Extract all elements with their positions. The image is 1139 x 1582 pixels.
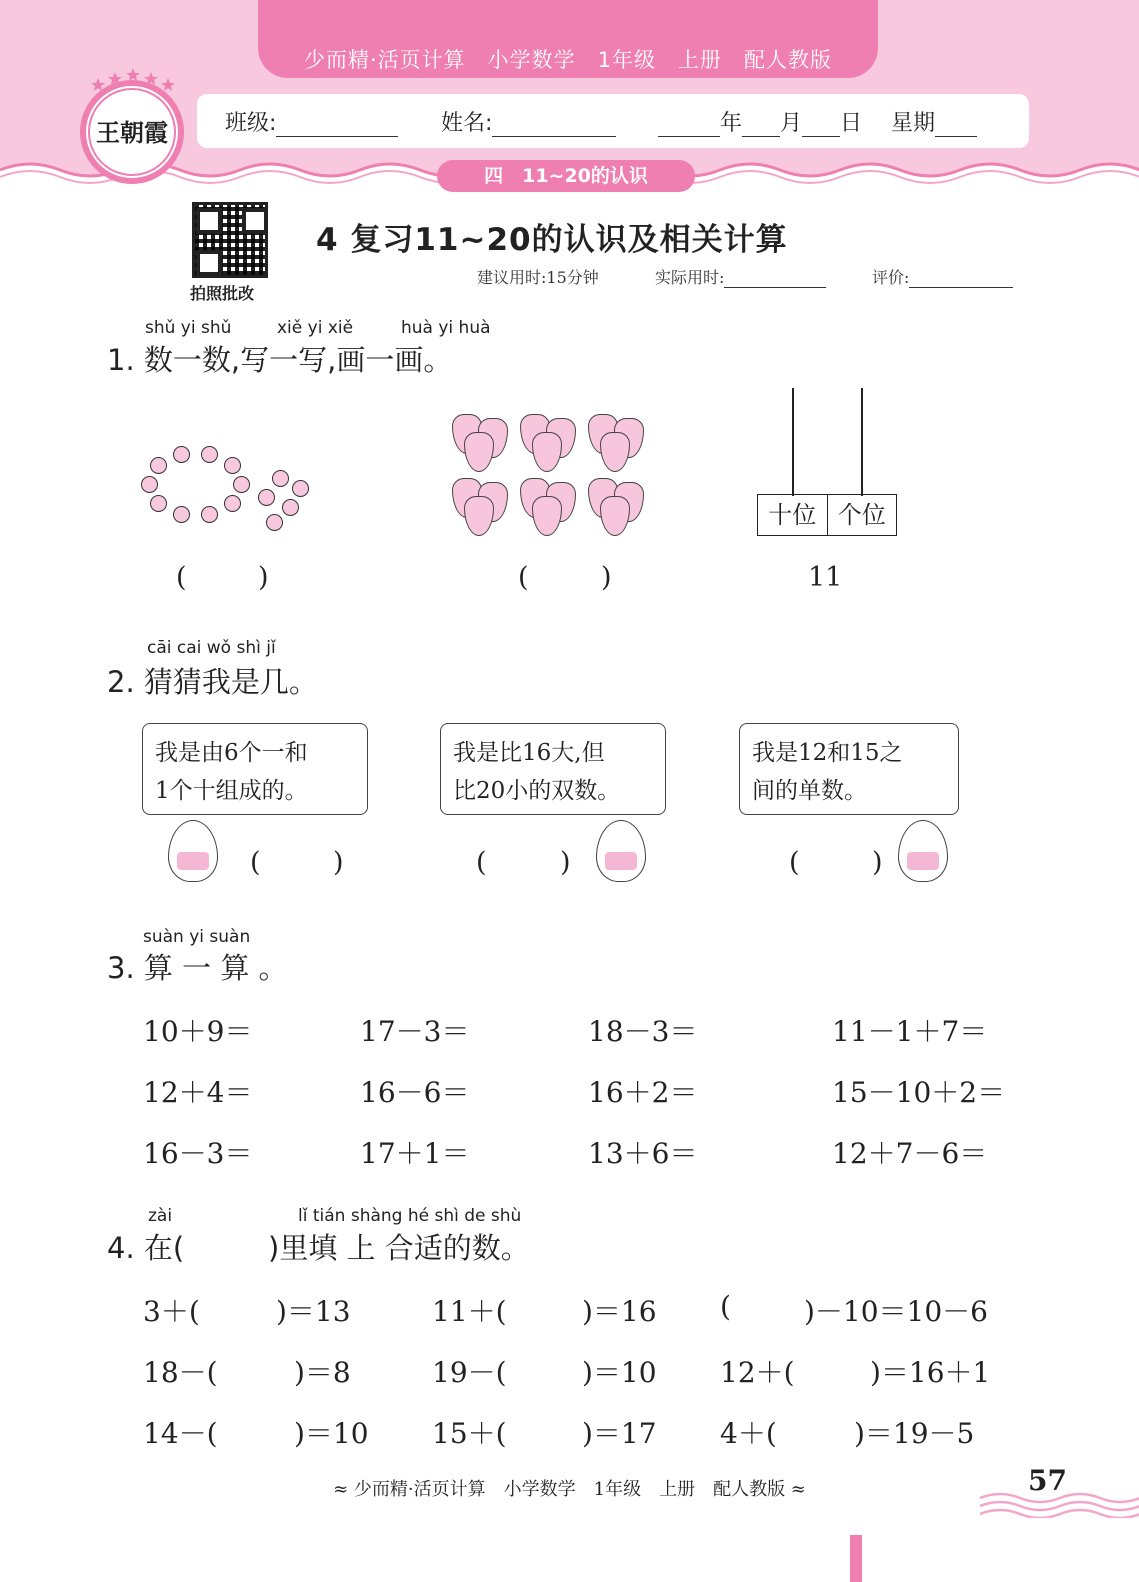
fill-item-left[interactable]: 11＋( (432, 1295, 507, 1328)
egg-character-3 (898, 820, 948, 882)
strawberry (532, 432, 562, 472)
q1-answer-1-open[interactable]: ( (176, 562, 187, 593)
ones-label: 个位 (837, 501, 886, 529)
qr-finder-3 (196, 250, 222, 276)
q4-title-b: )里填 上 合适的数。 (268, 1231, 530, 1265)
bead (258, 489, 275, 506)
bead (141, 476, 158, 493)
name-field[interactable]: 姓名: (441, 106, 616, 137)
footer-wave (980, 1488, 1139, 1518)
fill-item-right[interactable]: )－10＝10－6 (804, 1295, 988, 1328)
calc-item[interactable]: 12＋4＝ (143, 1076, 253, 1109)
fill-item-left[interactable]: 18－( (143, 1356, 218, 1389)
q2-answer-3-close[interactable]: ) (872, 847, 883, 878)
q1-pinyin-3: huà yi huà (401, 318, 491, 338)
abacus-rod-ones[interactable] (861, 388, 863, 496)
q2-answer-3-open[interactable]: ( (789, 847, 800, 878)
fill-item-right[interactable]: )＝10 (582, 1356, 657, 1389)
calc-item[interactable]: 17－3＝ (360, 1015, 470, 1048)
qr-finder-2 (242, 208, 268, 234)
fill-item-left[interactable]: 19－( (432, 1356, 507, 1389)
egg-belly (907, 852, 939, 870)
q2-answer-2-close[interactable]: ) (560, 847, 571, 878)
q3-pinyin: suàn yi suàn (143, 927, 251, 947)
riddle-bubble-3: 我是12和15之 间的单数。 (739, 723, 959, 815)
riddle-bubble-2: 我是比16大,但 比20小的双数。 (440, 723, 666, 815)
bead (150, 495, 167, 512)
calc-item[interactable]: 16－3＝ (143, 1137, 253, 1170)
egg-character-1 (168, 820, 218, 882)
q4-pinyin-1: zài (148, 1206, 173, 1226)
footer-series: ≈ 少而精·活页计算 小学数学 1年级 上册 配人教版 ≈ (333, 1479, 806, 1500)
logo-stars (90, 66, 176, 94)
strawberry (464, 432, 494, 472)
q1-pinyin-2: xiě yi xiě (277, 318, 354, 338)
fill-item-right[interactable]: )＝16 (582, 1295, 657, 1328)
egg-belly (177, 852, 209, 870)
class-field[interactable]: 班级: (225, 106, 398, 137)
egg-character-2 (596, 820, 646, 882)
calc-item[interactable]: 12＋7－6＝ (832, 1137, 988, 1170)
calc-item[interactable]: 16－6＝ (360, 1076, 470, 1109)
suggested-time: 建议用时:15分钟 (477, 268, 599, 287)
calc-item[interactable]: 16＋2＝ (588, 1076, 698, 1109)
abacus-rod-tens[interactable] (792, 388, 794, 496)
qr-finder-1 (196, 208, 222, 234)
fill-item-left[interactable]: 15＋( (432, 1417, 507, 1450)
strawberry (532, 496, 562, 536)
calc-item[interactable]: 17＋1＝ (360, 1137, 470, 1170)
page-number: 57 (1028, 1464, 1067, 1497)
fill-item-right[interactable]: )＝16＋1 (870, 1356, 991, 1389)
bead (173, 446, 190, 463)
bead (292, 480, 309, 497)
strawberry (464, 496, 494, 536)
strawberry (600, 432, 630, 472)
strawberry (600, 496, 630, 536)
bead (233, 476, 250, 493)
q1-answer-1-close[interactable]: ) (258, 562, 269, 593)
q4-title-a: 4. 在( (107, 1231, 185, 1265)
bead (173, 506, 190, 523)
bead (266, 514, 283, 531)
fill-item-right[interactable]: )＝19－5 (854, 1417, 975, 1450)
q3-title: 3. 算 一 算 。 (107, 951, 288, 985)
tens-label: 十位 (758, 495, 828, 535)
bead (224, 495, 241, 512)
bead (224, 457, 241, 474)
q2-answer-2-open[interactable]: ( (476, 847, 487, 878)
egg-belly (605, 852, 637, 870)
series-title: 少而精·活页计算 小学数学 1年级 上册 配人教版 (303, 48, 833, 72)
q2-answer-1-close[interactable]: ) (333, 847, 344, 878)
riddle-bubble-1: 我是由6个一和 1个十组成的。 (142, 723, 368, 815)
calc-item[interactable]: 18－3＝ (588, 1015, 698, 1048)
date-field[interactable]: 年 月 日 星期 (658, 106, 977, 137)
fill-item-right[interactable]: )＝10 (294, 1417, 369, 1450)
footer-bar (850, 1535, 862, 1582)
bead (150, 457, 167, 474)
fill-item-left[interactable]: 12＋( (720, 1356, 795, 1389)
actual-time-field[interactable]: 实际用时: (655, 265, 826, 288)
calc-item[interactable]: 13＋6＝ (588, 1137, 698, 1170)
fill-item-left[interactable]: 14－( (143, 1417, 218, 1450)
fill-item-right[interactable]: )＝13 (276, 1295, 351, 1328)
logo-text: 王朝霞 (96, 118, 168, 147)
section-label: 四 11~20的认识 (437, 160, 695, 192)
q1-answer-2-close[interactable]: ) (601, 562, 612, 593)
fill-item-left[interactable]: 4＋( (720, 1417, 777, 1450)
page-title: 4 复习11~20的认识及相关计算 (316, 222, 788, 258)
abacus-number: 11 (808, 562, 843, 593)
q1-answer-2-open[interactable]: ( (518, 562, 529, 593)
q1-pinyin-1: shǔ yi shǔ (145, 318, 232, 338)
abacus-base (757, 494, 897, 536)
calc-item[interactable]: 15－10＋2＝ (832, 1076, 1006, 1109)
calc-item[interactable]: 11－1＋7＝ (832, 1015, 988, 1048)
bead (272, 470, 289, 487)
evaluation-field[interactable]: 评价: (872, 265, 1013, 288)
fill-item-right[interactable]: )＝17 (582, 1417, 657, 1450)
q2-pinyin: cāi cai wǒ shì jǐ (147, 638, 276, 658)
fill-item-left[interactable]: ( (720, 1290, 731, 1323)
q4-pinyin-2: lǐ tián shàng hé shì de shù (298, 1206, 522, 1226)
q1-title: 1. 数一数,写一写,画一画。 (107, 343, 453, 377)
fill-item-right[interactable]: )＝8 (294, 1356, 351, 1389)
bead (201, 446, 218, 463)
q2-title: 2. 猜猜我是几。 (107, 665, 318, 699)
bead (201, 506, 218, 523)
calc-item[interactable]: 10＋9＝ (143, 1015, 253, 1048)
fill-item-left[interactable]: 3＋( (143, 1295, 200, 1328)
bead (282, 499, 299, 516)
q2-answer-1-open[interactable]: ( (250, 847, 261, 878)
qr-label: 拍照批改 (190, 284, 255, 303)
